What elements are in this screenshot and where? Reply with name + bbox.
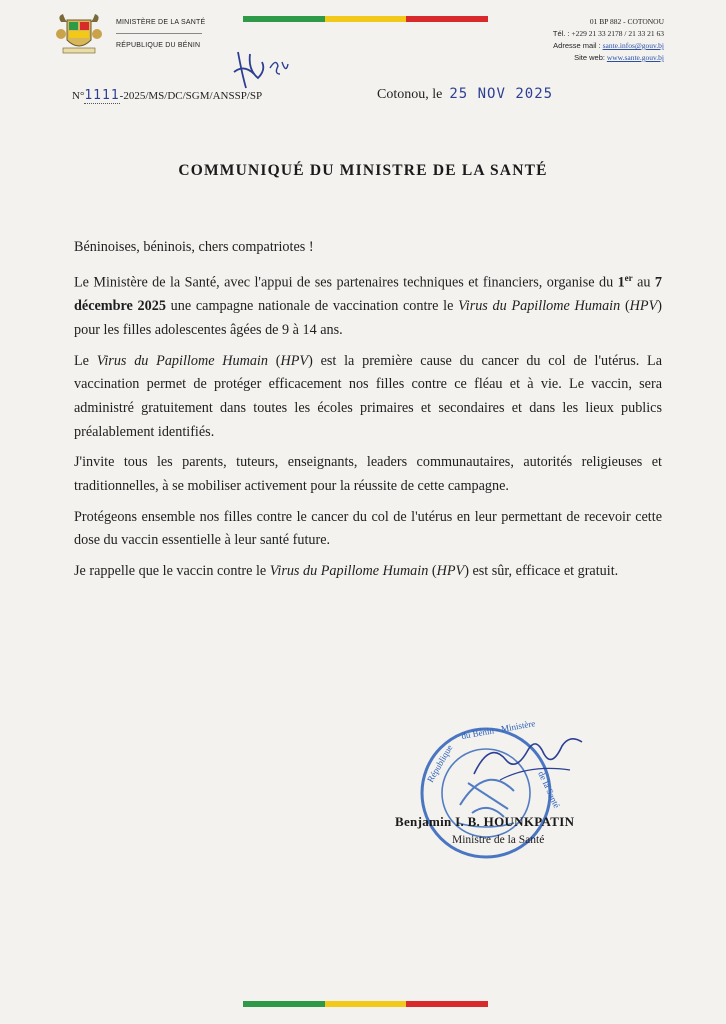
signatory-name: Benjamin I. B. HOUNKPATIN <box>395 814 575 829</box>
svg-text:du Bénin - Ministère: du Bénin - Ministère <box>460 718 536 741</box>
signatory-title: Ministre de la Santé <box>452 834 545 846</box>
telephone-line: Tél. : +229 21 33 2178 / 21 33 21 63 <box>552 29 664 38</box>
email-line: Adresse mail : sante.infos@gouv.bj <box>553 41 664 50</box>
place-and-date: Cotonou, le 25 NOV 2025 <box>377 86 554 102</box>
communique-body <box>74 236 662 591</box>
coat-of-arms-logo <box>55 12 103 58</box>
republic-name: RÉPUBLIQUE DU BÉNIN <box>116 42 201 49</box>
greeting: Béninoises, béninois, chers compatriotes ! <box>74 239 314 255</box>
paragraph-5: Je rappelle que le vaccin contre le Virus du Papillome Humain (HPV) est sûr, efficace et gratuit. <box>74 563 619 580</box>
po-box: 01 BP 882 - COTONOU <box>589 17 664 26</box>
svg-text:de la Santé: de la Santé <box>536 769 562 810</box>
paragraph-3: J'invite tous les parents, tuteurs, enseignants, leaders communautaires, autorités religieuses et traditionnelles, à se mobiliser activement pour la réussite de cette campagne. <box>74 454 662 495</box>
handwritten-signature <box>470 720 590 790</box>
flag-stripe-bottom <box>243 1001 488 1007</box>
contact-block <box>553 16 664 64</box>
paragraph-1: Le Ministère de la Santé, avec l'appui de ses partenaires techniques et financiers, organise du 1er au 7 décembre 2025 une campagne nationale de vaccination contre le Virus du Papillome Humain (HPV) pour les filles adolescentes âgées de 9 à 14 ans. <box>74 272 662 338</box>
flag-stripe-top <box>243 16 488 22</box>
website-line: Site web: www.sante.gouv.bj <box>574 53 664 62</box>
paragraph-4: Protégeons ensemble nos filles contre le cancer du col de l'utérus en leur permettant de recevoir cette dose du vaccin essentielle à leur santé future. <box>74 508 662 549</box>
website-link[interactable]: www.sante.gouv.bj <box>606 53 664 62</box>
header-divider <box>116 33 202 34</box>
communique-title: COMMUNIQUÉ DU MINISTRE DE LA SANTÉ <box>178 162 548 179</box>
ministry-name: MINISTÈRE DE LA SANTÉ <box>116 19 206 26</box>
svg-text:République: République <box>425 743 455 784</box>
handwritten-initials <box>228 44 298 94</box>
email-link[interactable]: sante.infos@gouv.bj <box>602 41 664 50</box>
reference-number: N°1111-2025/MS/DC/SGM/ANSSP/SP <box>72 88 263 103</box>
paragraph-2: Le Virus du Papillome Humain (HPV) est la première cause du cancer du col de l'utérus. La vaccination permet de protéger efficacement nos filles contre ce fléau et à vie. Le vaccin, sera administré gratuitement dans toutes les écoles primaires et secondaires et dans les lieux publics préalablement identifiés. <box>74 352 662 440</box>
date-stamp: 25 NOV 2025 <box>449 86 554 102</box>
reference-stamp: 1111 <box>84 88 120 103</box>
